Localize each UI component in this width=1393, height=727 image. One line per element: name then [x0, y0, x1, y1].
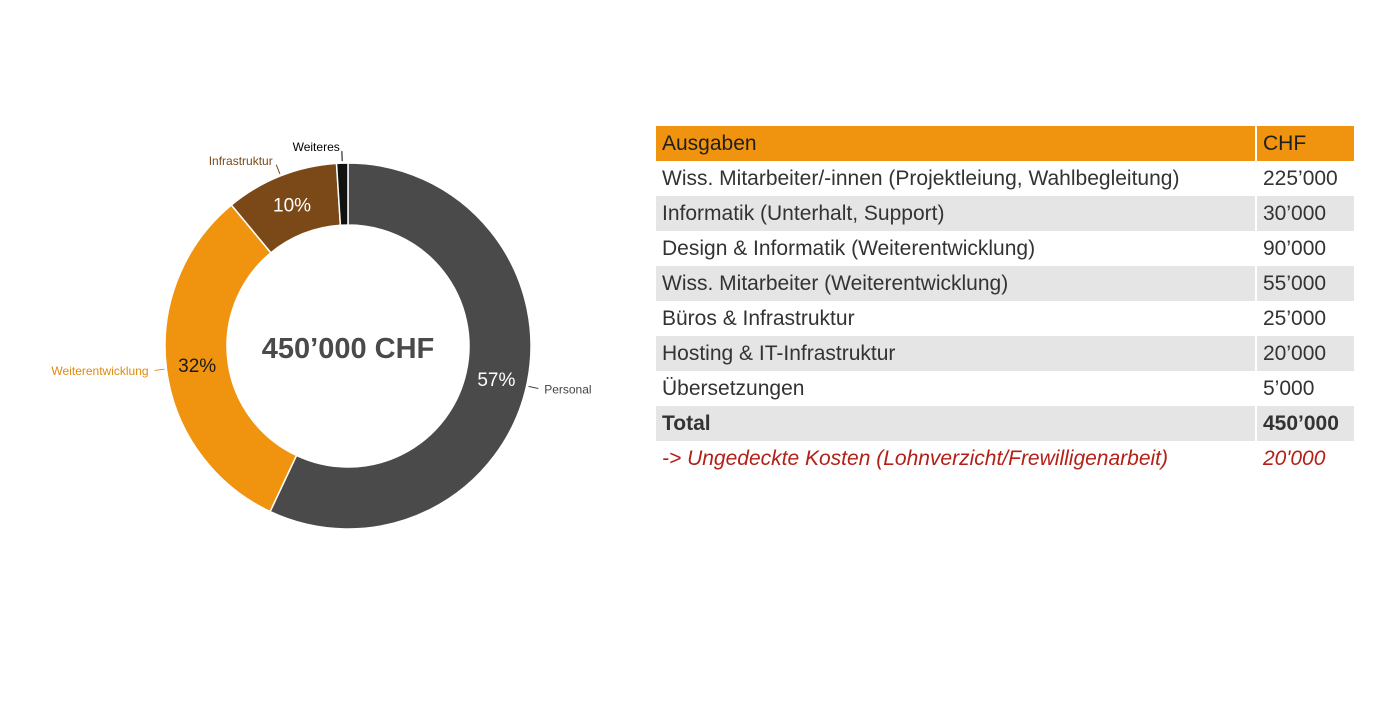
total-row: [656, 406, 1354, 441]
table-row: [656, 266, 1354, 301]
uncovered-costs-amount: 20'000: [1255, 441, 1354, 476]
donut-chart: [0, 0, 640, 727]
uncovered-costs-label: -> Ungedeckte Kosten (Lohnverzicht/Frewilligenarbeit): [662, 446, 1168, 470]
row-label: Wiss. Mitarbeiter/-innen (Projektleiung, Wahlbegleitung): [662, 166, 1180, 190]
row-label: Wiss. Mitarbeiter (Weiterentwicklung): [656, 266, 1255, 301]
row-amount: 20’000: [1255, 336, 1354, 371]
table-row: [656, 371, 1354, 406]
row-label: Informatik (Unterhalt, Support): [656, 196, 1255, 231]
row-label: Übersetzungen: [662, 376, 805, 400]
header-ausgaben: Ausgaben: [656, 126, 1255, 161]
budget-table: [656, 126, 1354, 476]
header-chf: CHF: [1255, 126, 1354, 161]
table-row: [656, 301, 1354, 336]
leader-line-personal: [529, 386, 539, 388]
leader-line-weiterentwicklung: [155, 369, 165, 370]
leader-line-infrastruktur: [276, 165, 280, 174]
row-amount: 30’000: [1255, 196, 1354, 231]
row-amount: 5’000: [1255, 371, 1354, 406]
slice-percent-infrastruktur: 10%: [273, 195, 312, 217]
total-amount: 450’000: [1255, 406, 1354, 441]
row-label: Büros & Infrastruktur: [662, 306, 855, 330]
row-label: Hosting & IT-Infrastruktur: [656, 336, 1255, 371]
table-row: [656, 231, 1354, 266]
row-label: Design & Informatik (Weiterentwicklung): [662, 236, 1036, 260]
slice-category-weiteres: Weiteres: [292, 140, 340, 155]
uncovered-costs-row: [656, 441, 1354, 476]
donut-center-total: 450’000 CHF: [261, 333, 435, 365]
slice-category-weiterentwicklung: Weiterentwicklung: [51, 363, 149, 378]
table-header-row: [656, 126, 1354, 161]
slice-category-personal: Personal: [544, 382, 592, 397]
row-amount: 25’000: [1255, 301, 1354, 336]
slice-category-infrastruktur: Infrastruktur: [208, 153, 273, 168]
row-amount: 55’000: [1255, 266, 1354, 301]
slice-percent-personal: 57%: [477, 370, 516, 392]
row-amount: 90’000: [1255, 231, 1354, 266]
table-row: [656, 196, 1354, 231]
slice-percent-weiterentwicklung: 32%: [178, 356, 217, 378]
table-row: [656, 336, 1354, 371]
table-row: [656, 161, 1354, 196]
row-amount: 225’000: [1255, 161, 1354, 196]
total-label: Total: [656, 406, 1255, 441]
